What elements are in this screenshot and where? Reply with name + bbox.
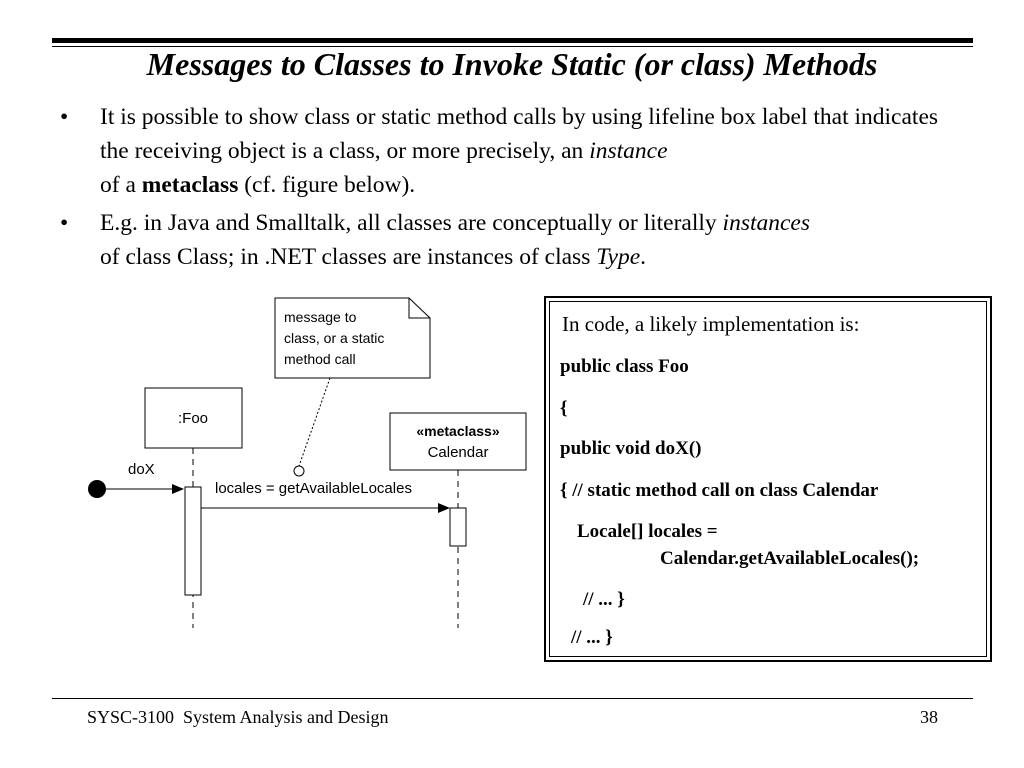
lifeline-foo-label: :Foo (177, 410, 209, 427)
note-text-line-3: method call (284, 351, 356, 367)
lifeline-calendar-stereotype: «metaclass» (416, 423, 500, 439)
code-line: { // static method call on class Calendar (560, 480, 879, 501)
code-panel (544, 296, 992, 662)
footer-course: SYSC-3100 System Analysis and Design (87, 707, 389, 727)
bullet-marker: • (60, 210, 69, 236)
found-message-label: doX (128, 461, 155, 478)
note-text-line-2: class, or a static (284, 330, 385, 346)
code-line: // ... } (571, 627, 613, 648)
footer-rule (52, 698, 973, 699)
bullet-text: It is possible to show class or static method calls by using lifeline box label that indicates the receiving object is a class, or more precisely, an (100, 104, 939, 164)
activation-calendar (450, 508, 466, 546)
code-line: public void doX() (560, 438, 702, 459)
slide-title: Messages to Classes to Invoke Static (or class) Methods (146, 46, 878, 82)
bullet-text: . (640, 244, 647, 270)
activation-foo (185, 487, 201, 595)
note-anchor-line (299, 378, 330, 466)
bullet-text: (cf. figure below). (238, 172, 416, 198)
code-panel-inner-border (549, 301, 987, 657)
code-line: Calendar.getAvailableLocales(); (660, 548, 920, 569)
found-message-dot (88, 480, 106, 498)
bullet-text: of a (100, 172, 142, 198)
lifeline-calendar-box (390, 413, 526, 470)
bullet-text: of class Class; in .NET classes are instances of class (100, 244, 597, 270)
lifeline-calendar-label: Calendar (427, 444, 489, 461)
code-line: Locale[] locales = (577, 521, 718, 542)
bullet-text-italic: Type (596, 244, 641, 270)
code-intro: In code, a likely implementation is: (562, 312, 860, 336)
code-line: // ... } (583, 589, 625, 610)
note-anchor-circle (294, 466, 304, 476)
bullet-text-italic: instance (589, 138, 668, 164)
note-text-line-1: message to (284, 309, 357, 325)
code-line: { (560, 398, 568, 419)
bullet-marker: • (60, 104, 69, 130)
footer-page-number: 38 (920, 707, 938, 727)
bullet-text-italic: instances (722, 210, 811, 236)
call-message-label: locales = getAvailableLocales (215, 480, 412, 497)
bullet-text-bold: metaclass (141, 172, 239, 198)
code-line: public class Foo (560, 356, 689, 377)
bullet-text: E.g. in Java and Smalltalk, all classes are conceptually or literally (100, 210, 723, 236)
